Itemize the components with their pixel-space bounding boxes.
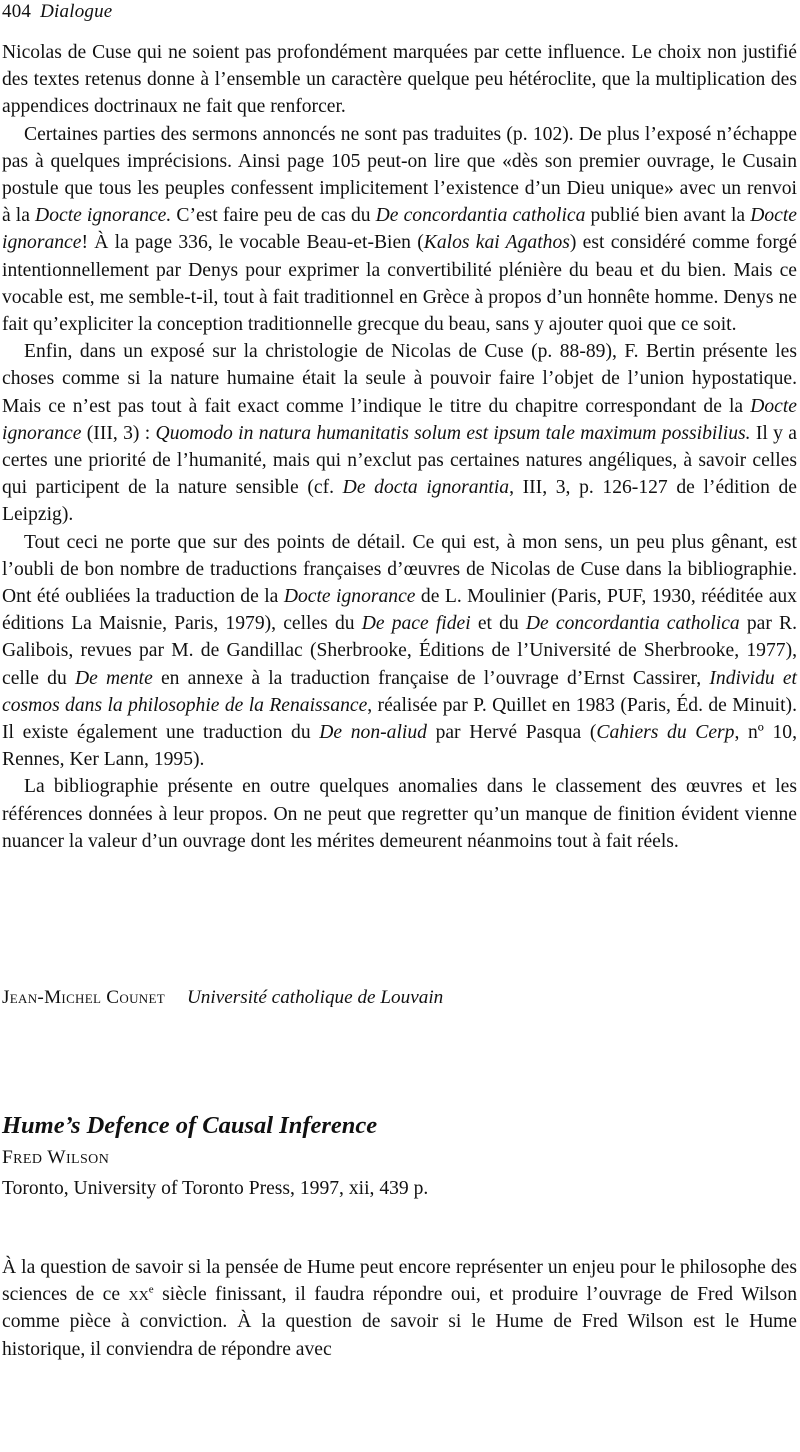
work-title: De non-aliud [319,722,427,744]
paragraph-1 [2,1254,797,1363]
book-author: Fred Wilson [2,1147,110,1168]
text: de L. Moulinier (Paris, PUF, 1930, rééditée aux éditions La Maisnie, Paris, 1979), celles du [2,586,797,635]
text: publié bien avant la [585,205,751,227]
work-title: Docte ignorance [2,395,797,444]
running-head [2,1,112,23]
text: La bibliographie présente en outre quelques anomalies dans le classement des œuvres et les références données à leur propos. On ne peut que regretter qu’un manque de finition évident vienne nuancer la valeur d’un ouvrage dont les mérites demeurent néanmoins tout à fait réels. [2,776,797,852]
book-publication-info: Toronto, University of Toronto Press, 1997, xii, 439 p. [2,1178,429,1199]
text: Nicolas de Cuse qui ne soient pas profondément marquées par cette influence. Le choix non justifié des textes retenus donne à l’ensemble un caractère quelque peu hétéroclite, que la multiplication des appendices doctrinaux ne fait que renforcer. [2,42,797,118]
work-title: Individu et cosmos dans la philosophie de la Renaissance [2,667,798,716]
paragraph-1 [2,39,797,121]
reviewer-affiliation: Université catholique de Louvain [186,987,444,1008]
text: et du [470,613,526,635]
work-title: De concordantia catholica [525,613,740,635]
text: , III, 3, p. 126-127 de l’édition de Leipzig). [2,477,798,526]
text: en annexe à la traduction française de l’ouvrage d’Ernst Cassirer, [152,667,710,689]
latin-quote: Quomodo in natura humanitatis solum est ipsum tale maximum possibilius. [155,422,751,444]
paragraph-5 [2,773,797,855]
paragraph-2 [2,121,797,339]
text: Il y a certes une priorité de l’humanité, mais qui n’exclut pas certaines natures angéliques, à savoir celles qui participent de la nature sensible (cf. [2,422,797,499]
text: , nº 10, Rennes, Ker Lann, 1995). [2,722,797,771]
text: Tout ceci ne porte que sur des points de détail. Ce qui est, à mon sens, un peu plus gênant, est l’oubli de bon nombre de traductions françaises d’œuvres de Nicolas de Cuse dans la bibliographie. Ont été oubliées la traduction de la [2,531,797,608]
book-title: Hume’s Defence of Causal Inference [2,1112,378,1139]
work-title: De mente [74,667,153,689]
greek-term: Kalos kai Agathos [423,232,570,254]
review-body-2 [2,1254,797,1363]
journal-title: Dialogue [40,1,113,22]
text: Enfin, dans un exposé sur la christologie de Nicolas de Cuse (p. 88-89), F. Bertin présente les choses comme si la nature humaine était la seule à pouvoir faire l’objet de l’union hypostatique. Mais ce n’est pas tout à fait exact comme l’indique le titre du chapitre correspondant de la [2,341,797,417]
work-title: Docte ignorance [283,586,416,608]
reviewer-name: Jean-Michel Counet [2,987,165,1008]
superscript: e [148,1283,154,1296]
review-body-1 [2,39,797,855]
paragraph-3 [2,338,797,528]
text: ) est considéré comme forgé intentionnellement par Denys pour exprimer la convertibilité plénière du beau et du bien. Mais ce vocable est, me semble-t-il, tout à fait traditionnel en Grèce à propos d’un honnête homme. Denys ne fait qu’expliciter la conception traditionnelle grecque du beau, sans y ajouter quoi que ce soit. [2,232,797,336]
work-title: Docte ignorance. [35,205,172,227]
text: , réalisée par P. Quillet en 1983 (Paris, Éd. de Minuit). Il existe également une traduction du [2,694,797,744]
paragraph-4 [2,529,797,774]
work-title: Docte ignorance [2,205,797,254]
text: siècle finissant, il faudra répondre oui, et produire l’ouvrage de Fred Wilson comme pièce à conviction. À la question de savoir si le Hume de Fred Wilson est le Hume historique, il conviendra de répondre avec [2,1284,797,1360]
century-numeral: xx [128,1284,149,1306]
text: ! À la page 336, le vocable Beau-et-Bien ( [81,232,424,254]
text: par R. Galibois, revues par M. de Gandillac (Sherbrooke, Éditions de l’Université de Sherbrooke, 1977), celle du [2,613,797,689]
text: Certaines parties des sermons annoncés ne sont pas traduites (p. 102). De plus l’exposé n’échappe pas à quelques imprécisions. Ainsi page 105 peut-on lire que «dès son premier ouvrage, le Cusain postule que tous les peuples confessent implicitement l’existence d’un Dieu unique» avec un renvoi à la [2,123,797,227]
text: par Hervé Pasqua ( [426,722,597,744]
work-title: De docta ignorantia [342,477,510,499]
work-title: De concordantia catholica [375,205,586,227]
text: À la question de savoir si la pensée de Hume peut encore représenter un enjeu pour le philosophe des sciences de ce [2,1257,797,1306]
text: (III, 3) : [81,422,156,444]
page-number: 404 [2,1,32,22]
work-title: Cahiers du Cerp [596,722,735,744]
text: C’est faire peu de cas du [171,205,376,227]
review-signature [2,986,443,1010]
work-title: De pace fidei [361,613,471,635]
